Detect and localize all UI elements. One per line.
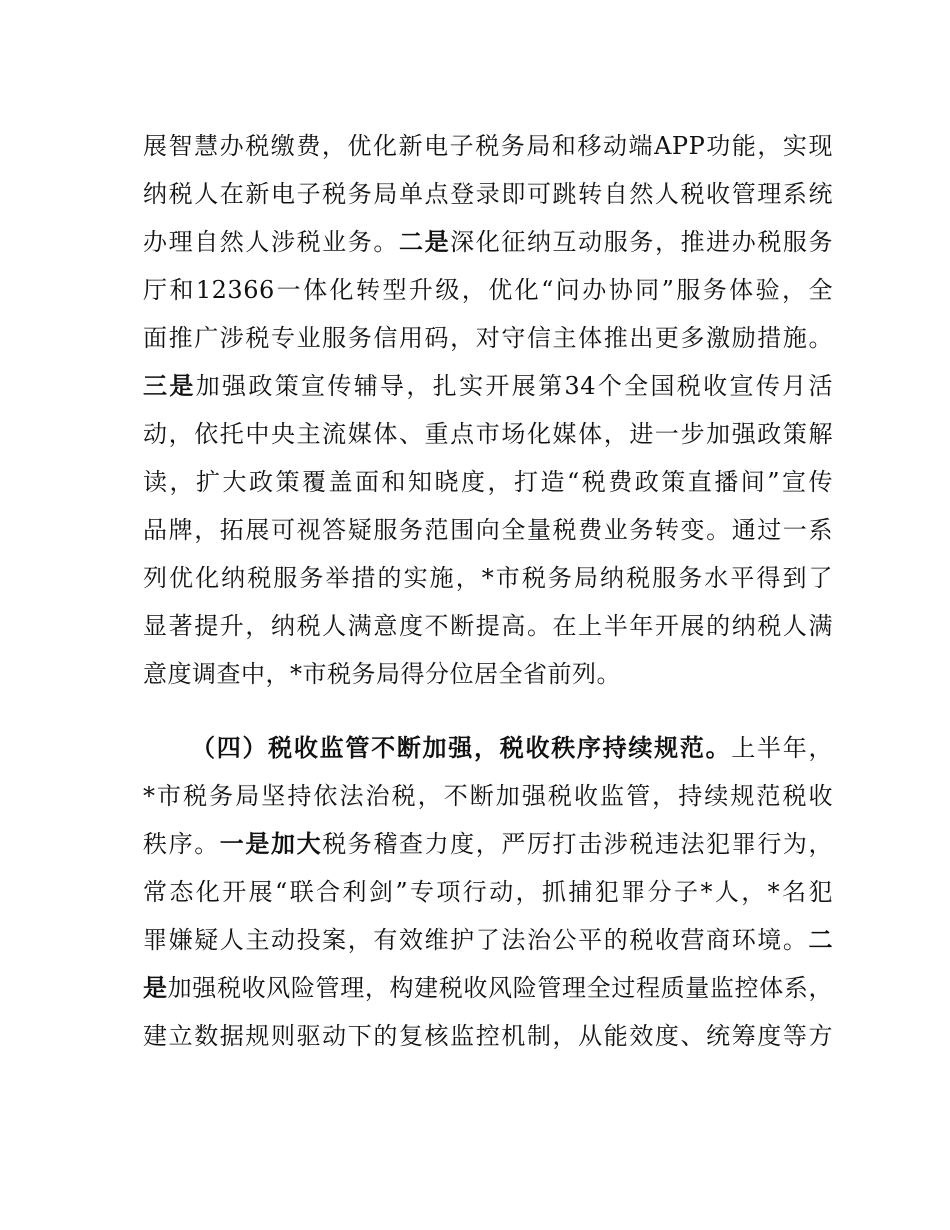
- line-18-text: [143, 967, 833, 1009]
- line-18-part-2: 加强税收风险管理，构建税收风险管理全过程质量监控体系，: [167, 974, 834, 1002]
- text-line-11: [143, 605, 833, 647]
- text-line-18: [143, 967, 833, 1009]
- text-line-1: [143, 125, 833, 167]
- line-17-bold-er: 二: [808, 926, 833, 954]
- text-line-4: [143, 269, 833, 311]
- section-heading-title: （四）税收监管不断加强，税收秩序持续规范。: [191, 734, 732, 762]
- line-6-text: [143, 365, 833, 407]
- line-17-part-1: 罪嫌疑人主动投案，有效维护了法治公平的税收营商环境。: [143, 926, 809, 954]
- line-6-bold-san-shi: 三是: [143, 372, 196, 400]
- line-11-text: 显著提升，纳税人满意度不断提高。在上半年开展的纳税人满: [143, 612, 833, 640]
- line-2-text: 纳税人在新电子税务局单点登录即可跳转自然人税收管理系统: [143, 180, 833, 208]
- text-line-8: [143, 461, 833, 503]
- text-line-5: [143, 317, 833, 359]
- line-8-text: 读，扩大政策覆盖面和知晓度，打造“税费政策直播间”宣传: [143, 468, 833, 496]
- line-14-text: *市税务局坚持依法治税，不断加强税收监管，持续规范税收: [143, 782, 833, 810]
- section-heading-text: [191, 727, 833, 769]
- text-line-15: [143, 823, 833, 865]
- text-line-9: [143, 509, 833, 551]
- text-line-3: [143, 221, 833, 263]
- text-line-14: [143, 775, 833, 817]
- line-3-bold-er-shi: 二是: [398, 228, 451, 256]
- line-5-text: 面推广涉税专业服务信用码，对守信主体推出更多激励措施。: [143, 324, 833, 352]
- line-3-text: [143, 221, 833, 263]
- line-6-part-2: 加强政策宣传辅导，扎实开展第34个全国税收宣传月活: [195, 372, 834, 400]
- text-line-17: [143, 919, 833, 961]
- text-line-10: [143, 557, 833, 599]
- text-line-19: [143, 1015, 833, 1057]
- line-19-text: 建立数据规则驱动下的复核监控机制，从能效度、统筹度等方: [143, 1022, 833, 1050]
- line-17-text: [143, 919, 833, 961]
- line-18-bold-shi: 是: [143, 974, 168, 1002]
- line-1-text: 展智慧办税缴费，优化新电子税务局和移动端APP功能，实现: [143, 132, 833, 160]
- section-heading-tail: 上半年，: [731, 734, 833, 762]
- text-line-16: [143, 871, 833, 913]
- line-12-text: 意度调查中，*市税务局得分位居全省前列。: [143, 660, 621, 688]
- section-heading-line: [191, 727, 833, 769]
- line-3-part-3: 深化征纳互动服务，推进办税服务: [450, 228, 834, 256]
- line-3-part-1: 办理自然人涉税业务。: [143, 228, 399, 256]
- line-15-part-3: 税务稽查力度，严厉打击涉税违法犯罪行为，: [322, 830, 834, 858]
- text-line-6: [143, 365, 833, 407]
- line-15-text: [143, 823, 833, 865]
- line-7-text: 动，依托中央主流媒体、重点市场化媒体，进一步加强政策解: [143, 420, 833, 448]
- line-4-text: 厅和12366一体化转型升级，优化“问办协同”服务体验，全: [143, 276, 833, 304]
- text-line-12: [143, 653, 833, 695]
- line-9-text: 品牌，拓展可视答疑服务范围向全量税费业务转变。通过一系: [143, 516, 833, 544]
- text-line-2: [143, 173, 833, 215]
- text-line-7: [143, 413, 833, 455]
- line-15-part-1: 秩序。: [143, 830, 220, 858]
- line-10-text: 列优化纳税服务举措的实施，*市税务局纳税服务水平得到了: [143, 564, 833, 592]
- line-16-text: 常态化开展“联合利剑”专项行动，抓捕犯罪分子*人，*名犯: [143, 878, 833, 906]
- line-15-bold-yi-shi: 一是加大: [219, 830, 323, 858]
